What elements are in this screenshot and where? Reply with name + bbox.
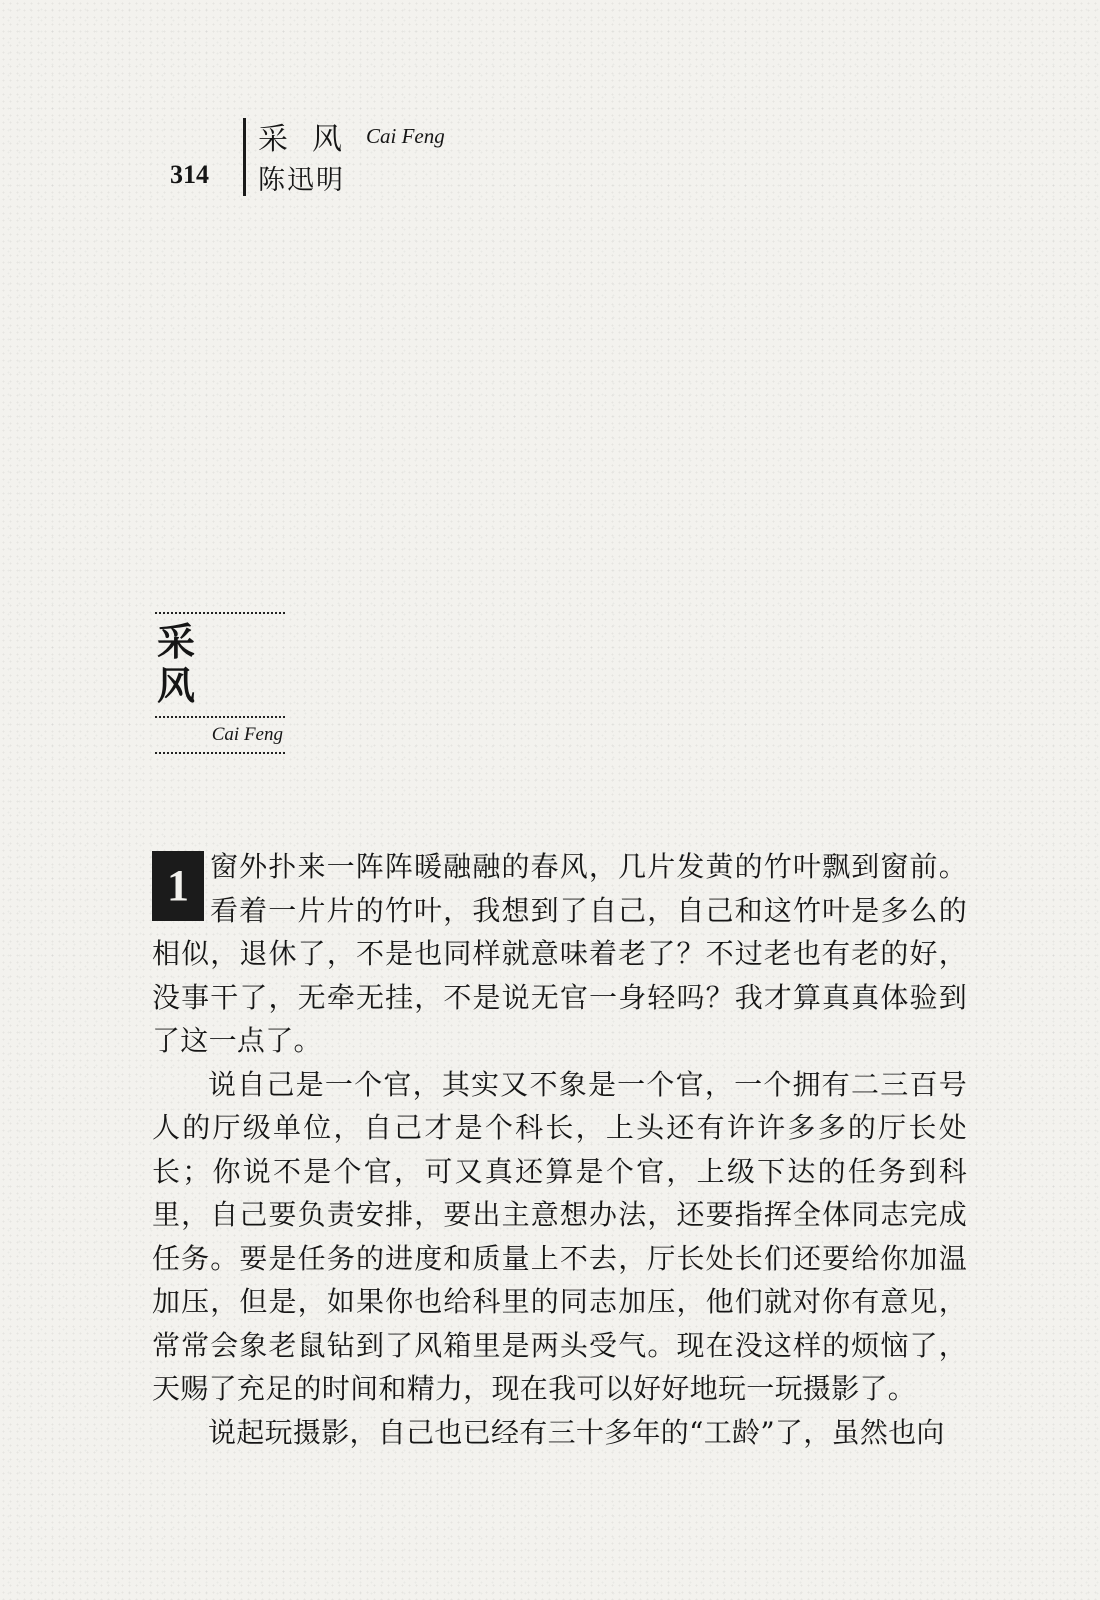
paragraph: 说起玩摄影，自己也已经有三十多年的“工龄”了，虽然也向 xyxy=(208,1415,945,1449)
paragraph: 说自己是一个官，其实又不象是一个官，一个拥有二三百号人的厅级单位，自己才是个科长，上头还有许许多多的厅长处长；你说不是个官，可又真还算是个官，上级下达的任务到科里，自己要负责安排，要出主意想办法，还要指挥全体同志完成任务。要是任务的进度和质量上不去，厅长处长们还要给你加温加压，但是，如果你也给科里的同志加压，他们就对你有意见，常常会象老鼠钻到了风箱里是两头受气。现在没这样的烦恼了，天赐了充足的时间和精力，现在我可以好好地玩一玩摄影了。 xyxy=(152,1067,967,1405)
dotted-rule-top xyxy=(155,612,285,614)
chapter-title: 采风 xyxy=(157,619,224,708)
first-paragraph-block xyxy=(152,845,967,1063)
dotted-rule-bottom xyxy=(155,752,285,754)
header-title: 采风 xyxy=(258,122,366,157)
page-number: 314 xyxy=(170,160,209,189)
chapter-title-block xyxy=(155,612,285,754)
chapter-title-pinyin: Cai Feng xyxy=(211,724,283,745)
body-text xyxy=(152,845,967,1454)
section-number-badge: 1 xyxy=(152,851,204,921)
header-title-pinyin: Cai Feng xyxy=(366,124,445,148)
dotted-rule-middle xyxy=(155,716,285,718)
running-header xyxy=(170,112,570,198)
header-author: 陈迅明 xyxy=(258,165,345,196)
paragraph: 窗外扑来一阵阵暖融融的春风，几片发黄的竹叶飘到窗前。看着一片片的竹叶，我想到了自己，自己和这竹叶是多么的相似，退休了，不是也同样就意味着老了？不过老也有老的好，没事干了，无牵无挂，不是说无官一身轻吗？我才算真真体验到了这一点了。 xyxy=(152,850,967,1057)
header-divider xyxy=(243,118,246,196)
